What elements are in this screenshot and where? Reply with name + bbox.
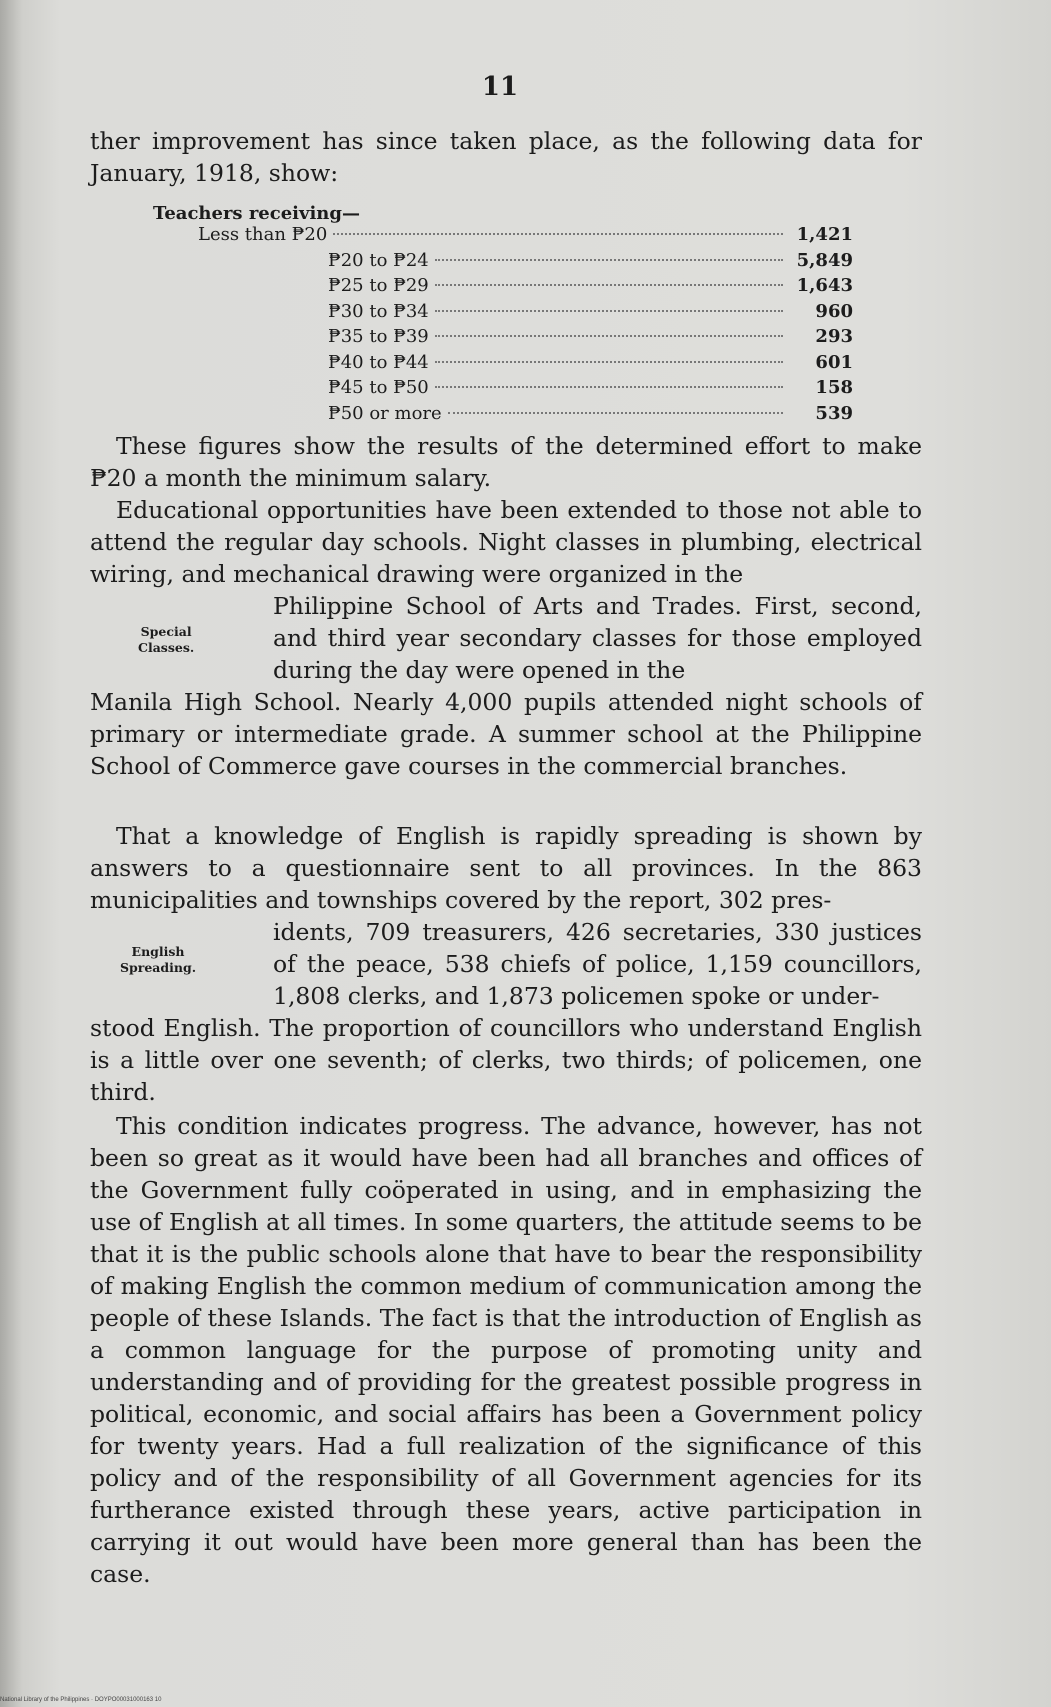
salary-range: Less than ₱20 (198, 224, 328, 245)
salary-count: 5,849 (796, 249, 853, 271)
salary-range: ₱45 to ₱50 (328, 377, 429, 398)
dot-leader (435, 259, 783, 261)
salary-count: 539 (815, 402, 853, 424)
dot-leader (435, 386, 783, 388)
salary-row (198, 326, 853, 352)
salary-row (198, 352, 853, 378)
salary-count: 293 (815, 326, 853, 347)
salary-row (198, 301, 853, 327)
salary-count: 1,643 (796, 275, 853, 296)
salary-range: ₱40 to ₱44 (328, 351, 429, 373)
salary-table-caption: Teachers receiving— (153, 203, 360, 224)
salary-row (198, 403, 853, 429)
salary-count: 960 (815, 300, 853, 322)
english-text-rest: stood English. The proportion of councillors who understand English is a little over one seventh; of clerks, two thirds; of policemen, one third. (90, 1014, 922, 1106)
dot-leader (448, 412, 783, 414)
side-note-line: Spreading. (120, 960, 197, 975)
educational-opportunities-paragraph (90, 494, 922, 782)
salary-range: ₱50 or more (328, 402, 442, 424)
salary-count: 601 (815, 351, 853, 373)
english-spreading-paragraph (90, 820, 922, 1108)
side-note-line: Classes. (138, 640, 195, 655)
english-text-first: That a knowledge of English is rapidly spreading is shown by answers to a questionnaire sent to all provinces. In the 863 municipalities and townships covered by the report, 302 pres- (90, 822, 922, 914)
salary-range: ₱35 to ₱39 (328, 326, 429, 347)
salary-count: 158 (815, 377, 853, 398)
educ-text-first: Educational opportunities have been extended to those not able to attend the regular day schools. Night classes in plumbing, electrical wiring, and mechanical drawing were organized in the (90, 496, 922, 588)
salary-range: ₱20 to ₱24 (328, 249, 429, 271)
page-footer: National Library of the Philippines · DOYPO00031000163 10 (0, 1697, 162, 1703)
salary-range: ₱25 to ₱29 (328, 275, 429, 296)
dot-leader (435, 335, 783, 337)
salary-count: 1,421 (796, 224, 853, 245)
condition-paragraph (90, 1110, 922, 1590)
salary-table (198, 224, 853, 428)
condition-text: This condition indicates progress. The advance, however, has not been so great as it would have been had all branches and offices of the Government fully coöperated in using, and in emphasizing the use of English at all times. In some quarters, the attitude seems to be that it is the public schools alone that have to bear the responsibility of making English the common medium of communication among the people of these Islands. The fact is that the introduction of English as a common language for the purpose of promoting unity and understanding and of providing for the greatest possible progress in political, economic, and social affairs has been a Government policy for twenty years. Had a full realization of the significance of this policy and of the responsibility of all Government agencies for its furtherance existed through these years, active participation in carrying it out would have been more general than has been the case. (90, 1112, 922, 1588)
dot-leader (333, 233, 783, 235)
salary-row (198, 275, 853, 301)
educ-text-rest: Manila High School. Nearly 4,000 pupils attended night schools of primary or intermediate grade. A summer school at the Philippine School of Commerce gave courses in the commercial branches. (90, 688, 922, 780)
figures-text: These figures show the results of the determined effort to make ₱20 a month the minimum salary. (90, 432, 922, 492)
side-note-line: English (131, 944, 185, 959)
side-note-line: Special (140, 624, 192, 639)
dot-leader (435, 284, 783, 286)
side-note-special-classes (138, 624, 194, 656)
side-note-english-spreading (120, 944, 196, 976)
page-number: 11 (481, 72, 519, 102)
salary-row (198, 224, 853, 250)
salary-row (198, 377, 853, 403)
english-text-wrap: idents, 709 treasurers, 426 secretaries, 330 justices of the peace, 538 chiefs of police, 1,159 councillors, 1,808 clerks, and 1,873 policemen spoke or under- (273, 918, 922, 1010)
figures-paragraph (90, 430, 922, 494)
dot-leader (435, 361, 783, 363)
intro-paragraph (90, 125, 922, 189)
salary-row (198, 250, 853, 276)
dot-leader (435, 310, 783, 312)
intro-text: ther improvement has since taken place, as the following data for January, 1918, show: (90, 127, 922, 187)
educ-text-wrap: Philippine School of Arts and Trades. First, second, and third year secondary classes for those employed during the day were opened in the (273, 592, 922, 684)
salary-range: ₱30 to ₱34 (328, 300, 429, 322)
